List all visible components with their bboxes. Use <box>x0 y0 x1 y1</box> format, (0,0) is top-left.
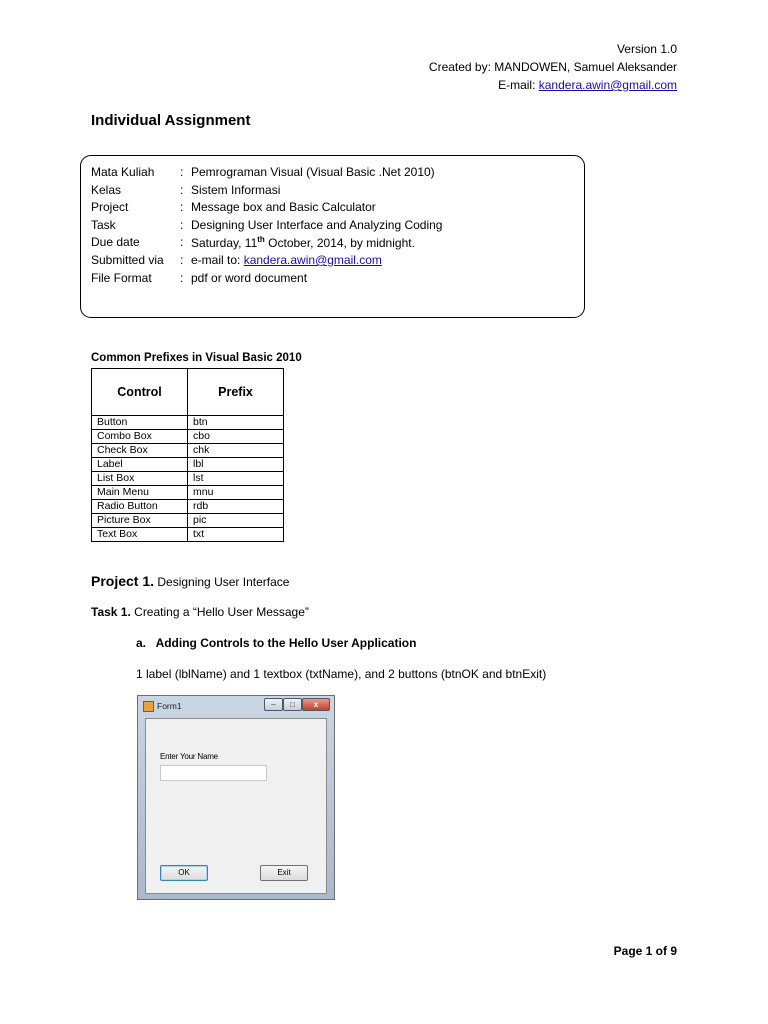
table-row <box>92 472 284 486</box>
page-title: Individual Assignment <box>91 112 251 129</box>
table-header-row <box>92 369 284 416</box>
email-label: E-mail: <box>498 78 539 92</box>
prefix-cell: chk <box>188 444 284 458</box>
prefix-cell: txt <box>188 528 284 542</box>
info-key: Task <box>91 217 116 232</box>
due-date-suffix: th <box>257 235 265 245</box>
info-sep: : <box>180 252 184 267</box>
version-text: Version 1.0 <box>616 42 677 56</box>
task-heading <box>91 605 309 619</box>
submit-text: e-mail to: <box>191 252 244 267</box>
task-label: Task 1. <box>91 605 131 619</box>
control-cell: Label <box>92 458 188 472</box>
info-sep: : <box>180 165 184 179</box>
task-text: Creating a “Hello User Message” <box>130 605 309 619</box>
assignment-info-table <box>91 165 442 288</box>
prefix-cell: pic <box>188 514 284 528</box>
created-by-text: Created by: MANDOWEN, Samuel Aleksander <box>428 60 677 74</box>
form-window-screenshot <box>137 695 335 900</box>
info-sep: : <box>180 217 184 232</box>
info-value <box>191 253 442 271</box>
control-cell: Button <box>92 416 188 430</box>
info-value: Message box and Basic Calculator <box>191 200 376 215</box>
info-value <box>191 235 442 253</box>
control-cell: Radio Button <box>92 500 188 514</box>
table-row <box>92 500 284 514</box>
form-name-label: Enter Your Name <box>160 752 218 761</box>
info-row <box>91 200 442 218</box>
control-cell: Text Box <box>92 528 188 542</box>
info-key: Kelas <box>91 182 122 197</box>
control-cell: Picture Box <box>92 514 188 528</box>
info-key: Submitted via <box>91 252 164 267</box>
prefix-section-title: Common Prefixes in Visual Basic 2010 <box>91 352 302 364</box>
control-cell: Combo Box <box>92 430 188 444</box>
info-value: Pemrograman Visual (Visual Basic .Net 2010) <box>191 165 435 179</box>
table-row <box>92 528 284 542</box>
description: 1 label (lblName) and 1 textbox (txtName), and 2 buttons (btnOK and btnExit) <box>136 667 547 681</box>
submit-email-link[interactable]: kandera.awin@gmail.com <box>243 252 382 267</box>
info-row <box>91 165 442 183</box>
info-value: pdf or word document <box>191 270 308 285</box>
subheading: a. Adding Controls to the Hello User Application <box>136 636 417 650</box>
table-row <box>92 514 284 528</box>
info-sep: : <box>180 182 184 197</box>
info-key: Project <box>91 200 129 215</box>
prefix-cell: lst <box>188 472 284 486</box>
minimize-icon: – <box>264 698 283 711</box>
control-cell: Check Box <box>92 444 188 458</box>
info-sep: : <box>180 235 184 250</box>
project-text: Designing User Interface <box>154 575 290 589</box>
form-name-textbox <box>160 765 267 781</box>
control-cell: List Box <box>92 472 188 486</box>
project-label: Project 1. <box>91 573 155 589</box>
header-email-link[interactable]: kandera.awin@gmail.com <box>538 78 677 92</box>
info-key: File Format <box>91 270 152 285</box>
form-app-icon <box>143 701 154 712</box>
prefix-table <box>91 368 284 542</box>
table-row <box>92 430 284 444</box>
assignment-info-box <box>80 155 585 318</box>
page-number: Page 1 of 9 <box>613 944 677 958</box>
control-cell: Main Menu <box>92 486 188 500</box>
info-sep: : <box>180 270 184 285</box>
info-row <box>91 271 442 289</box>
form-ok-button: OK <box>160 865 208 881</box>
form-title: Form1 <box>157 701 182 711</box>
prefix-cell: rdb <box>188 500 284 514</box>
prefix-cell: mnu <box>188 486 284 500</box>
table-row <box>92 458 284 472</box>
table-row <box>92 416 284 430</box>
prefix-header: Prefix <box>188 369 284 416</box>
info-sep: : <box>180 200 184 215</box>
project-heading <box>91 573 289 589</box>
info-row <box>91 183 442 201</box>
form-titlebar <box>138 696 334 718</box>
info-key: Due date <box>91 235 140 250</box>
table-row <box>92 444 284 458</box>
control-header: Control <box>92 369 188 416</box>
prefix-cell: lbl <box>188 458 284 472</box>
due-date-text: Saturday, 11 <box>191 236 258 251</box>
info-value: Sistem Informasi <box>191 182 281 197</box>
form-client-area <box>145 718 327 894</box>
info-value: Designing User Interface and Analyzing Coding <box>191 217 443 232</box>
info-row <box>91 253 442 271</box>
due-date-rest: October, 2014, by midnight. <box>264 236 415 251</box>
form-exit-button: Exit <box>260 865 308 881</box>
info-row <box>91 235 442 253</box>
info-key: Mata Kuliah <box>91 165 155 179</box>
header-email <box>498 76 677 94</box>
maximize-icon: □ <box>283 698 302 711</box>
close-icon: x <box>302 698 330 711</box>
info-row <box>91 218 442 236</box>
table-row <box>92 486 284 500</box>
prefix-cell: btn <box>188 416 284 430</box>
prefix-cell: cbo <box>188 430 284 444</box>
